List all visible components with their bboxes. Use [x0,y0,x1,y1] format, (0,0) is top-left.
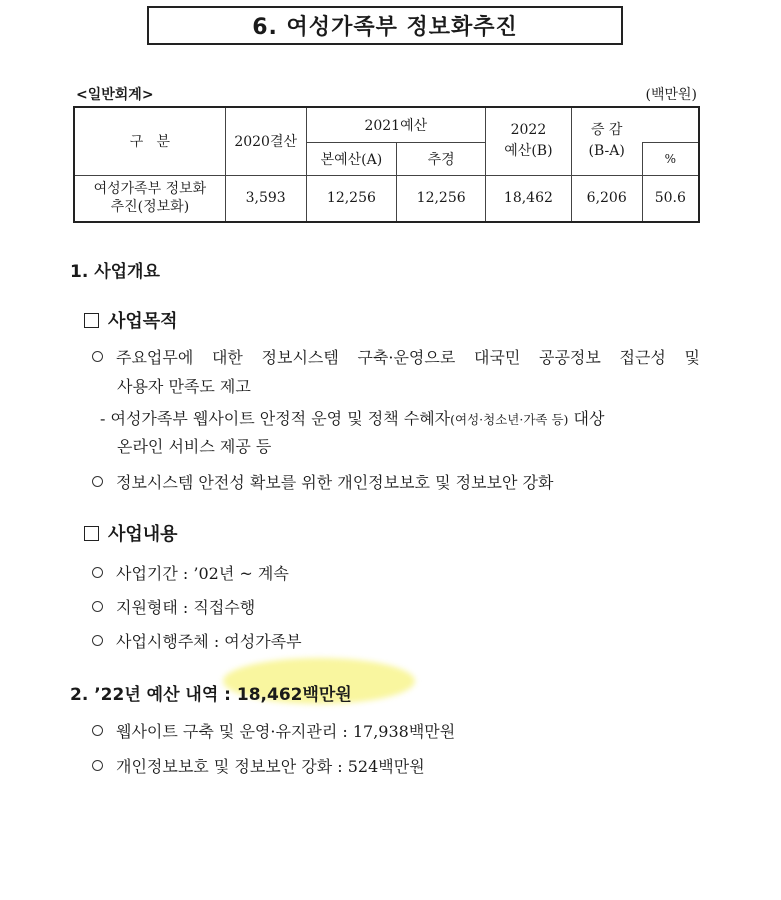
header-category: 구 분 [74,107,225,175]
row-name-line2: 추진(정보화) [110,199,190,216]
content-bullet-2 [92,595,255,618]
content-bullet-3-text: 사업시행주체 : 여성가족부 [116,632,302,651]
content-heading [84,520,178,546]
section-overview-heading: 1. 사업개요 [70,262,160,282]
purpose-bullet-2-text: 정보시스템 안전성 확보를 위한 개인정보보호 및 정보보안 강화 [116,473,554,492]
header-diff-label: 증 감 [590,122,623,139]
budget-bullet-1 [92,719,455,742]
content-bullet-2-text: 지원형태 : 직접수행 [116,598,256,617]
header-2022 [486,107,572,175]
purpose-dash-1-cont: 온라인 서비스 제공 등 [117,437,272,456]
header-2022-year: 2022 [510,122,547,139]
circle-bullet-icon [92,567,103,578]
circle-bullet-icon [92,351,103,362]
cell-2020: 3,593 [225,175,306,222]
header-supplementary: 추경 [397,142,486,175]
budget-bullet-2-text: 개인정보보호 및 정보보안 강화 : 524백만원 [116,757,425,776]
purpose-bullet-2 [92,470,553,493]
row-name [74,175,225,222]
content-bullet-1-text: 사업기간 : ’02년 ~ 계속 [116,564,289,583]
purpose-bullet-1 [92,345,700,368]
cell-diff: 6,206 [571,175,642,222]
purpose-dash-1-a: - 여성가족부 웹사이트 안정적 운영 및 정책 수혜자 [100,409,451,428]
content-heading-label: 사업내용 [108,524,178,545]
section-budget-heading: 2. ’22년 예산 내역 : 18,462백만원 [70,685,352,705]
page-title: 6. 여성가족부 정보화추진 [147,6,623,45]
content-bullet-1 [92,561,289,584]
checkbox-icon [84,313,99,328]
content-bullet-3 [92,629,302,652]
circle-bullet-icon [92,601,103,612]
header-pct: % [642,142,699,175]
circle-bullet-icon [92,760,103,771]
unit-label: (백만원) [645,87,697,103]
header-2022-budget: 예산(B) [504,143,553,160]
purpose-dash-1 [100,406,604,429]
budget-bullet-2 [92,754,425,777]
account-label: <일반회계> [76,87,154,103]
header-2020: 2020결산 [225,107,306,175]
row-name-line1: 여성가족부 정보화 [93,181,207,198]
header-diff-formula: (B-A) [588,143,625,160]
header-main-budget: 본예산(A) [306,142,397,175]
checkbox-icon [84,526,99,541]
purpose-heading-label: 사업목적 [108,311,178,332]
cell-pct: 50.6 [642,175,699,222]
circle-bullet-icon [92,476,103,487]
header-pct-spacer [642,107,699,142]
circle-bullet-icon [92,635,103,646]
header-2021: 2021예산 [306,107,485,142]
cell-main-budget: 12,256 [306,175,397,222]
cell-2022: 18,462 [486,175,572,222]
budget-bullet-1-text: 웹사이트 구축 및 운영·유지관리 : 17,938백만원 [116,722,456,741]
purpose-heading [84,307,178,333]
budget-table [73,106,700,223]
header-diff [571,107,642,175]
purpose-bullet-1-text: 주요업무에 대한 정보시스템 구축·운영으로 대국민 공공정보 접근성 및 [116,348,700,367]
purpose-dash-1-c: 대상 [568,409,605,428]
circle-bullet-icon [92,725,103,736]
purpose-dash-1-b: (여성·청소년·가족 등) [450,412,569,427]
cell-supplementary: 12,256 [397,175,486,222]
purpose-bullet-1-cont: 사용자 만족도 제고 [117,377,251,396]
